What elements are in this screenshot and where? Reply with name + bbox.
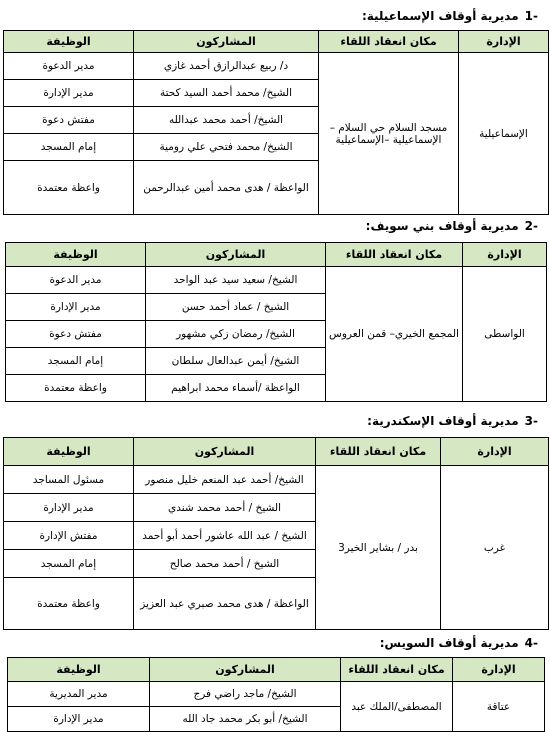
participant-role: مدير المديرية bbox=[8, 682, 150, 707]
header-participants: المشاركون bbox=[134, 31, 319, 53]
place-cell: بدر / بشاير الخير3 bbox=[316, 466, 441, 630]
section-table bbox=[3, 437, 549, 630]
section-number: -2 bbox=[524, 219, 538, 233]
section-title: مديرية أوقاف الإسكندرية: bbox=[367, 414, 519, 428]
participant-role: مسئول المساجد bbox=[4, 466, 134, 494]
participant-name: الشيخ/ أحمد محمد عبدالله bbox=[134, 107, 319, 134]
header-admin: الإدارة bbox=[459, 31, 549, 53]
place-cell: المصطفى/الملك عبد bbox=[341, 682, 453, 732]
header-admin: الإدارة bbox=[441, 438, 549, 466]
participant-name: الشيخ/ أيمن عبدالعال سلطان bbox=[146, 348, 326, 375]
section-number: -4 bbox=[524, 636, 538, 650]
header-admin: الإدارة bbox=[453, 658, 545, 682]
participant-name: الشيخ / أحمد محمد صالح bbox=[134, 550, 316, 578]
section-number: -3 bbox=[524, 414, 538, 428]
header-role: الوظيفة bbox=[6, 243, 146, 267]
participant-name: الواعظة / هدى محمد صبري عبد العزيز bbox=[134, 578, 316, 630]
header-place: مكان انعقاد اللقاء bbox=[319, 31, 459, 53]
participant-name: الشيخ/ سعيد سيد عبد الواحد bbox=[146, 267, 326, 294]
admin-cell: الواسطى bbox=[463, 267, 547, 402]
participant-role: مدير الدعوة bbox=[4, 53, 134, 80]
participant-role: مفتش دعوة bbox=[6, 321, 146, 348]
admin-cell: عتاقة bbox=[453, 682, 545, 732]
participant-name: الشيخ/ أحمد عبد المنعم خليل منصور bbox=[134, 466, 316, 494]
header-role: الوظيفة bbox=[4, 438, 134, 466]
header-place: مكان انعقاد اللقاء bbox=[316, 438, 441, 466]
header-participants: المشاركون bbox=[146, 243, 326, 267]
participant-role: مدير الإدارة bbox=[8, 707, 150, 732]
section-heading bbox=[367, 414, 538, 428]
place-cell: المجمع الخيري– قمن العروس bbox=[326, 267, 463, 402]
header-place: مكان انعقاد اللقاء bbox=[326, 243, 463, 267]
participant-name: الشيخ / عبد الله عاشور أحمد أبو أحمد bbox=[134, 522, 316, 550]
header-place: مكان انعقاد اللقاء bbox=[341, 658, 453, 682]
participant-name: الشيخ/ ماجد راضي فرج bbox=[150, 682, 341, 707]
participant-role: مفتش دعوة bbox=[4, 107, 134, 134]
section-title: مديرية أوقاف الإسماعيلية: bbox=[361, 9, 519, 23]
header-role: الوظيفة bbox=[4, 31, 134, 53]
participant-role: مفتش الإدارة bbox=[4, 522, 134, 550]
participant-name: الشيخ / أحمد محمد شندي bbox=[134, 494, 316, 522]
admin-cell: غرب bbox=[441, 466, 549, 630]
participant-role: واعظة معتمدة bbox=[4, 161, 134, 215]
section-table bbox=[3, 30, 549, 215]
participant-role: مدير الإدارة bbox=[4, 494, 134, 522]
header-admin: الإدارة bbox=[463, 243, 547, 267]
participant-role: إمام المسجد bbox=[4, 550, 134, 578]
section-number: -1 bbox=[524, 9, 538, 23]
section-title: مديرية أوقاف بني سويف: bbox=[365, 219, 519, 233]
section-table bbox=[7, 657, 545, 732]
header-participants: المشاركون bbox=[134, 438, 316, 466]
participant-role: إمام المسجد bbox=[4, 134, 134, 161]
participant-role: واعظة معتمدة bbox=[6, 375, 146, 402]
section-title: مديرية أوقاف السويس: bbox=[379, 636, 519, 650]
section-heading bbox=[366, 219, 538, 233]
section-table bbox=[5, 242, 547, 402]
participant-name: الشيخ/ محمد أحمد السيد كحتة bbox=[134, 80, 319, 107]
header-role: الوظيفة bbox=[8, 658, 150, 682]
admin-cell: الإسماعيلية bbox=[459, 53, 549, 215]
section-heading bbox=[380, 636, 538, 650]
participant-role: إمام المسجد bbox=[6, 348, 146, 375]
participant-role: مدير الدعوة bbox=[6, 267, 146, 294]
participant-role: واعظة معتمدة bbox=[4, 578, 134, 630]
participant-name: الواعظة / هدى محمد أمين عبدالرحمن bbox=[134, 161, 319, 215]
participant-name: الشيخ / عماد أحمد حسن bbox=[146, 294, 326, 321]
header-participants: المشاركون bbox=[150, 658, 341, 682]
participant-name: الشيخ/ أبو بكر محمد جاد الله bbox=[150, 707, 341, 732]
participant-name: الشيخ/ محمد فتحي علي رومية bbox=[134, 134, 319, 161]
participant-role: مدير الإدارة bbox=[6, 294, 146, 321]
participant-name: الشيخ/ رمضان زكي مشهور bbox=[146, 321, 326, 348]
participant-name: الواعظة /أسماء محمد ابراهيم bbox=[146, 375, 326, 402]
participant-name: د/ ربيع عبدالرازق أحمد غازي bbox=[134, 53, 319, 80]
place-cell: مسجد السلام حي السلام – الإسماعيلية –الإسماعيلية bbox=[319, 53, 459, 215]
participant-role: مدير الإدارة bbox=[4, 80, 134, 107]
section-heading bbox=[362, 9, 538, 23]
